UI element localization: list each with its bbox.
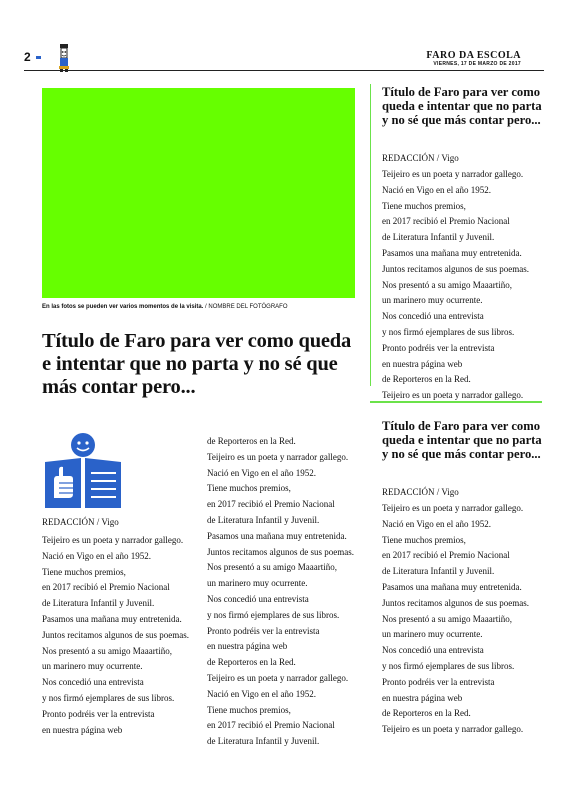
body-line: Tiene muchos premios,: [382, 200, 466, 211]
body-line: Tiene muchos premios,: [382, 534, 466, 545]
body-line: Nos concedió una entrevista: [207, 593, 309, 604]
mascot-lighthouse-icon: [54, 43, 74, 73]
body-line: Nos presentó a su amigo Maaartiño,: [382, 279, 512, 290]
body-line: en 2017 recibió el Premio Nacional: [207, 499, 335, 510]
body-line: Teijeiro es un poeta y narrador gallego.: [382, 724, 524, 735]
body-line: Teijeiro es un poeta y narrador gallego.: [42, 535, 184, 545]
photo-caption: [42, 304, 362, 310]
body-line: Pronto podréis ver la entrevista: [382, 342, 495, 353]
body-line: Nació en Vigo en el año 1952.: [207, 467, 317, 478]
body-line: de Reporteros en la Red.: [382, 708, 471, 719]
body-line: Nació en Vigo en el año 1952.: [207, 688, 317, 699]
body-line: y nos firmó ejemplares de sus libros.: [42, 692, 175, 703]
sidebar-headline-1: Título de Faro para ver como queda e intentar que no parta y no sé que más contar pero...: [382, 85, 542, 127]
body-line: Nos presentó a su amigo Maaartiño,: [207, 562, 337, 573]
body-line: de Literatura Infantil y Juvenil.: [382, 232, 495, 243]
body-line: de Literatura Infantil y Juvenil.: [207, 514, 320, 525]
body-line: Pasamos una mañana muy entretenida.: [382, 247, 522, 258]
body-line: y nos firmó ejemplares de sus libros.: [207, 609, 340, 620]
body-line: en 2017 recibió el Premio Nacional: [207, 720, 335, 731]
easy-read-pictogram-icon: [42, 428, 124, 510]
body-line: de Reporteros en la Red.: [382, 374, 471, 385]
body-line: Juntos recitamos algunos de sus poemas.: [42, 629, 189, 640]
body-line: Pronto podréis ver la entrevista: [207, 625, 320, 636]
body-line: en nuestra página web: [382, 358, 463, 369]
body-line: un marinero muy ocurrente.: [42, 661, 143, 672]
masthead-date: VIERNES, 17 DE MARZO DE 2017: [433, 61, 521, 67]
page-number-marker: [36, 56, 41, 59]
sidebar-body-1: [382, 167, 547, 404]
body-line: de Literatura Infantil y Juvenil.: [42, 598, 155, 609]
body-line: Pasamos una mañana muy entretenida.: [42, 613, 182, 624]
body-line: un marinero muy ocurrente.: [382, 295, 483, 306]
page-number: 2: [24, 50, 31, 64]
sidebar-headline-2: Título de Faro para ver como queda e intentar que no parta y no sé que más contar pero...: [382, 419, 542, 461]
body-line: en 2017 recibió el Premio Nacional: [382, 216, 510, 227]
body-line: un marinero muy ocurrente.: [207, 578, 308, 589]
body-line: en 2017 recibió el Premio Nacional: [42, 582, 170, 593]
body-line: Teijeiro es un poeta y narrador gallego.: [207, 451, 349, 462]
body-line: Nos concedió una entrevista: [382, 645, 484, 656]
body-line: Pasamos una mañana muy entretenida.: [207, 530, 347, 541]
body-line: Teijeiro es un poeta y narrador gallego.: [382, 390, 524, 401]
body-line: Pronto podréis ver la entrevista: [382, 676, 495, 687]
body-line: Nació en Vigo en el año 1952.: [382, 184, 492, 195]
body-line: Nos presentó a su amigo Maaartiño,: [382, 613, 512, 624]
body-line: en nuestra página web: [42, 724, 123, 735]
body-line: Juntos recitamos algunos de sus poemas.: [382, 263, 529, 274]
body-line: un marinero muy ocurrente.: [382, 629, 483, 640]
sidebar-byline-2: REDACCIÓN / Vigo: [382, 487, 459, 497]
body-line: Nos presentó a su amigo Maaartiño,: [42, 645, 172, 656]
body-line: Nació en Vigo en el año 1952.: [382, 518, 492, 529]
body-line: Nació en Vigo en el año 1952.: [42, 550, 152, 561]
body-line: Tiene muchos premios,: [207, 483, 291, 494]
sidebar-body-2: [382, 501, 547, 738]
body-line: Pasamos una mañana muy entretenida.: [382, 581, 522, 592]
body-line: y nos firmó ejemplares de sus libros.: [382, 660, 515, 671]
caption-credit: / NOMBRE DEL FOTÓGRAFO: [203, 304, 288, 310]
body-line: en 2017 recibió el Premio Nacional: [382, 550, 510, 561]
body-line: de Literatura Infantil y Juvenil.: [207, 736, 320, 747]
body-line: y nos firmó ejemplares de sus libros.: [382, 326, 515, 337]
body-line: Juntos recitamos algunos de sus poemas.: [382, 597, 529, 608]
body-line: de Reporteros en la Red.: [207, 436, 296, 446]
sidebar-byline-1: REDACCIÓN / Vigo: [382, 153, 459, 163]
body-line: Tiene muchos premios,: [42, 566, 126, 577]
masthead-title: FARO DA ESCOLA: [426, 50, 521, 61]
body-line: Nos concedió una entrevista: [382, 311, 484, 322]
header-rule: [24, 70, 544, 71]
body-line: Teijeiro es un poeta y narrador gallego.: [207, 672, 349, 683]
caption-text: En las fotos se pueden ver varios momentos de la visita.: [42, 304, 204, 310]
body-line: Juntos recitamos algunos de sus poemas.: [207, 546, 354, 557]
main-byline: REDACCIÓN / Vigo: [42, 517, 119, 527]
body-line: en nuestra página web: [382, 692, 463, 703]
body-line: de Reporteros en la Red.: [207, 657, 296, 668]
body-line: Teijeiro es un poeta y narrador gallego.: [382, 503, 524, 513]
body-line: de Literatura Infantil y Juvenil.: [382, 566, 495, 577]
body-line: en nuestra página web: [207, 641, 288, 652]
sidebar-vertical-rule: [370, 84, 371, 386]
main-headline: Título de Faro para ver como queda e intentar que no parta y no sé que más contar pero...: [42, 330, 352, 398]
body-line: Tiene muchos premios,: [207, 704, 291, 715]
main-column-2: [207, 434, 375, 750]
body-line: Nos concedió una entrevista: [42, 677, 144, 688]
main-column-1: [42, 533, 210, 738]
body-line: Teijeiro es un poeta y narrador gallego.: [382, 169, 524, 179]
photo-placeholder: [42, 88, 355, 298]
body-line: Pronto podréis ver la entrevista: [42, 708, 155, 719]
